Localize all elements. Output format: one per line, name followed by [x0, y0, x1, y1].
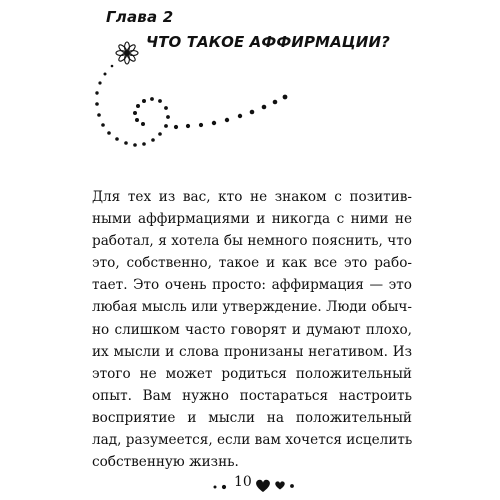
page-number: 10	[234, 474, 252, 490]
chapter-label: Глава 2	[106, 8, 174, 26]
dotted-swirl-trail	[95, 65, 287, 147]
footer-left-dots-icon	[212, 483, 232, 491]
body-line: их мысли и слова пронизаны негативом. Из	[92, 343, 412, 360]
body-paragraph	[92, 186, 412, 473]
body-line: собственную жизнь.	[92, 454, 239, 471]
body-line: ными аффирмациями и никогда с ними не	[92, 211, 412, 228]
body-line: лад, разумеется, если вам хочется исцелить	[92, 432, 413, 449]
chapter-title: ЧТО ТАКОЕ АФФИРМАЦИИ?	[146, 33, 390, 51]
body-line: Для тех из вас, кто не знаком с позитив-	[92, 189, 412, 205]
body-line: восприятие и мысли на положительный	[92, 409, 412, 426]
daisy-flower-icon	[116, 42, 138, 64]
body-line: опыт. Вам нужно постараться настроить	[92, 387, 412, 404]
footer-hearts-icon	[255, 478, 301, 494]
body-line: этого не может родиться положительный	[92, 365, 412, 382]
body-line: но слишком часто говорят и думают плохо,	[92, 321, 412, 338]
chapter-ornament	[0, 0, 500, 180]
body-line: любая мысль или утверждение. Люди обыч-	[92, 299, 412, 316]
body-line: тает. Это очень просто: аффирмация — это	[92, 277, 412, 294]
body-line: это, собственно, такое и как все это рабо-	[92, 255, 412, 272]
body-line: работал, я хотела бы немного пояснить, что	[92, 233, 412, 250]
